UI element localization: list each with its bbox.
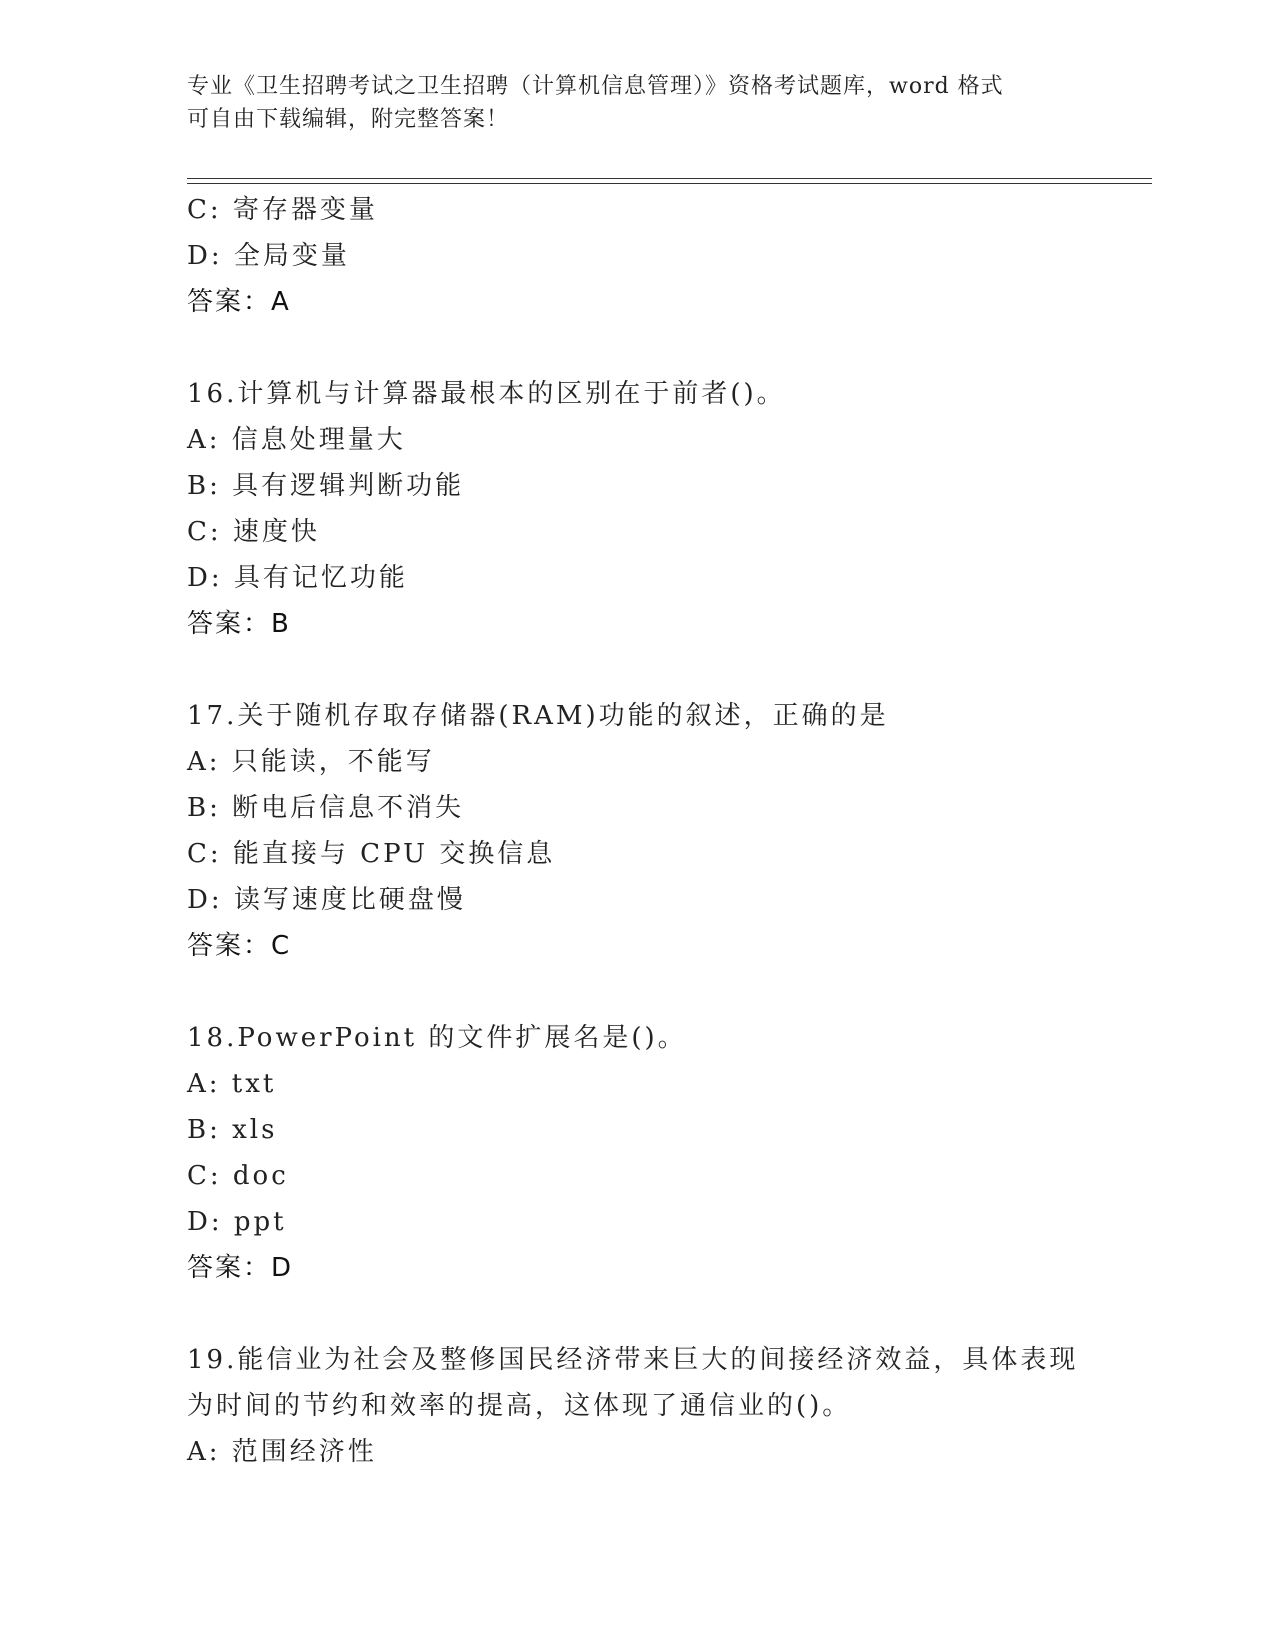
spacer (187, 1291, 1087, 1337)
question-block-16 (187, 371, 1087, 647)
option-a: A: 信息处理量大 (187, 425, 406, 455)
header-title-line-1: 专业《卫生招聘考试之卫生招聘（计算机信息管理）》资格考试题库，word 格式 (187, 74, 1004, 99)
option-b: B: 断电后信息不消失 (187, 793, 465, 823)
option-c: C: 寄存器变量 (187, 195, 378, 225)
option-d: D: 具有记忆功能 (187, 563, 408, 593)
spacer (187, 325, 1087, 371)
answer-line: 答案：D (187, 1253, 294, 1283)
question-text: 17.关于随机存取存储器(RAM)功能的叙述，正确的是 (187, 701, 889, 731)
option-c: C: 能直接与 CPU 交换信息 (187, 839, 556, 869)
question-text-line-2: 为时间的节约和效率的提高，这体现了通信业的()。 (187, 1391, 852, 1421)
answer-line: 答案：B (187, 609, 291, 639)
question-text-line-1: 19.能信业为社会及整修国民经济带来巨大的间接经济效益，具体表现 (187, 1345, 1079, 1375)
question-list (187, 187, 1087, 1475)
header-rule-bottom (187, 183, 1152, 184)
option-d: D: 读写速度比硬盘慢 (187, 885, 466, 915)
question-block-15-tail (187, 187, 1087, 325)
spacer (187, 969, 1087, 1015)
option-b: B: xls (187, 1115, 278, 1145)
question-text: 18.PowerPoint 的文件扩展名是()。 (187, 1023, 687, 1053)
page-header (187, 70, 1087, 136)
spacer (187, 647, 1087, 693)
option-d: D: 全局变量 (187, 241, 350, 271)
answer-line: 答案：A (187, 287, 291, 317)
question-block-18 (187, 1015, 1087, 1291)
option-c: C: doc (187, 1161, 289, 1191)
option-b: B: 具有逻辑判断功能 (187, 471, 465, 501)
answer-line: 答案：C (187, 931, 292, 961)
option-c: C: 速度快 (187, 517, 320, 547)
option-a: A: 范围经济性 (187, 1437, 377, 1467)
question-block-19 (187, 1337, 1087, 1475)
question-text: 16.计算机与计算器最根本的区别在于前者()。 (187, 379, 786, 409)
question-block-17 (187, 693, 1087, 969)
header-rule-top (187, 178, 1152, 179)
option-d: D: ppt (187, 1207, 287, 1237)
header-title-line-2: 可自由下载编辑，附完整答案！ (187, 107, 510, 132)
option-a: A: txt (187, 1069, 277, 1099)
option-a: A: 只能读，不能写 (187, 747, 435, 777)
